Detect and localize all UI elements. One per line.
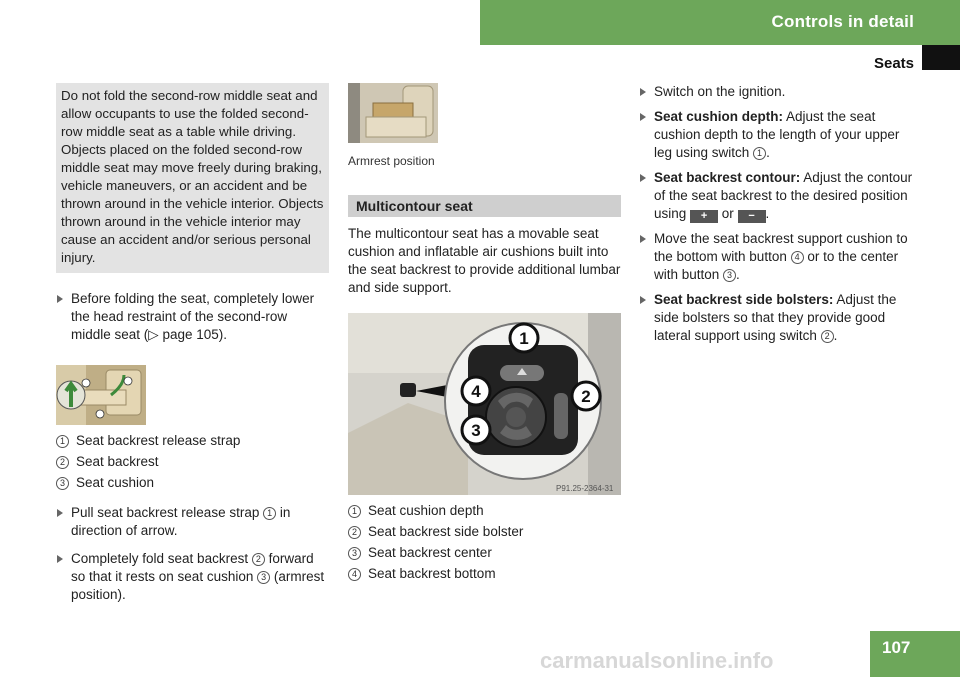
bullet-arrow-icon: [640, 296, 646, 304]
svg-text:3: 3: [471, 421, 481, 440]
seat-fold-legend: [56, 432, 329, 492]
page-reference[interactable]: page 105).: [162, 327, 227, 342]
watermark: carmanualsonline.info: [540, 648, 774, 673]
instruction-fold-backrest: Completely fold seat backrest 2 forward so that it rests on seat cushion 3 (armrest position).: [56, 550, 329, 604]
subsection-title: Seats: [873, 55, 914, 72]
instruction-cushion-depth: Seat cushion depth: Adjust the seat cushion depth to the length of your upper leg using switch 1 .: [639, 108, 915, 162]
legend-item: 2 Seat backrest: [56, 453, 329, 471]
instruction-side-bolsters: Seat backrest side bolsters: Adjust the side bolsters so that they provide good lateral support using switch 2 .: [639, 291, 915, 345]
page-ref-arrow-icon: ▷: [148, 327, 163, 342]
multicontour-legend: [348, 502, 621, 583]
svg-text:2: 2: [581, 387, 591, 406]
legend-item: 1 Seat backrest release strap: [56, 432, 329, 450]
svg-text:1: 1: [519, 329, 529, 348]
right-column: [639, 83, 915, 345]
section-heading: Multicontour seat: [348, 195, 621, 217]
bullet-arrow-icon: [640, 235, 646, 243]
legend-item: 2 Seat backrest side bolster: [348, 523, 621, 541]
instruction-backrest-contour: Seat backrest contour: Adjust the contour of the seat backrest to the desired position using + or − .: [639, 169, 915, 223]
legend-item: 1 Seat cushion depth: [348, 502, 621, 520]
warning-box: Do not fold the second-row middle seat and allow occupants to use the folded second-row middle seat as a table while driving. Objects placed on the folded second-row middle seat may move freely during braking, vehicle maneuvers, or an accident and be thrown around in the vehicle interior. Objects thrown around in the vehicle interior may cause an accident and/or serious personal injury.: [56, 83, 329, 273]
bullet-arrow-icon: [640, 88, 646, 96]
minus-key-icon: −: [738, 210, 766, 223]
instruction-pull-strap: Pull seat backrest release strap 1 in direction of arrow.: [56, 504, 329, 540]
instruction-ignition: Switch on the ignition.: [639, 83, 915, 101]
armrest-image: [348, 83, 438, 143]
bullet-arrow-icon: [640, 174, 646, 182]
multicontour-intro: The multicontour seat has a movable seat cushion and inflatable air cushions built into the seat backrest to provide additional lumbar and side support.: [348, 226, 621, 295]
svg-text:4: 4: [471, 382, 481, 401]
header-tab-marker: [922, 45, 960, 70]
bullet-arrow-icon: [57, 509, 63, 517]
instruction-lower-head-restraint: Before folding the seat, completely lower the head restraint of the second-row middle seat (▷ page 105).: [56, 290, 329, 344]
legend-item: 3 Seat backrest center: [348, 544, 621, 562]
page-number: 107: [882, 638, 911, 657]
bullet-arrow-icon: [640, 113, 646, 121]
armrest-caption: Armrest position: [348, 154, 435, 168]
left-column: [56, 83, 329, 604]
middle-column: [348, 83, 621, 583]
legend-item: 3 Seat cushion: [56, 474, 329, 492]
bullet-arrow-icon: [57, 555, 63, 563]
legend-item: 4 Seat backrest bottom: [348, 565, 621, 583]
image-code: P91.25-2364-31: [556, 484, 614, 493]
multicontour-switch-image: [348, 313, 621, 495]
plus-key-icon: +: [690, 210, 718, 223]
instruction-support-cushion: Move the seat backrest support cushion to the bottom with button 4 or to the center with button 3 .: [639, 230, 915, 284]
page-number-box: [870, 631, 960, 677]
bullet-arrow-icon: [57, 295, 63, 303]
seat-fold-image: [56, 365, 146, 425]
section-title: Controls in detail: [771, 12, 914, 31]
